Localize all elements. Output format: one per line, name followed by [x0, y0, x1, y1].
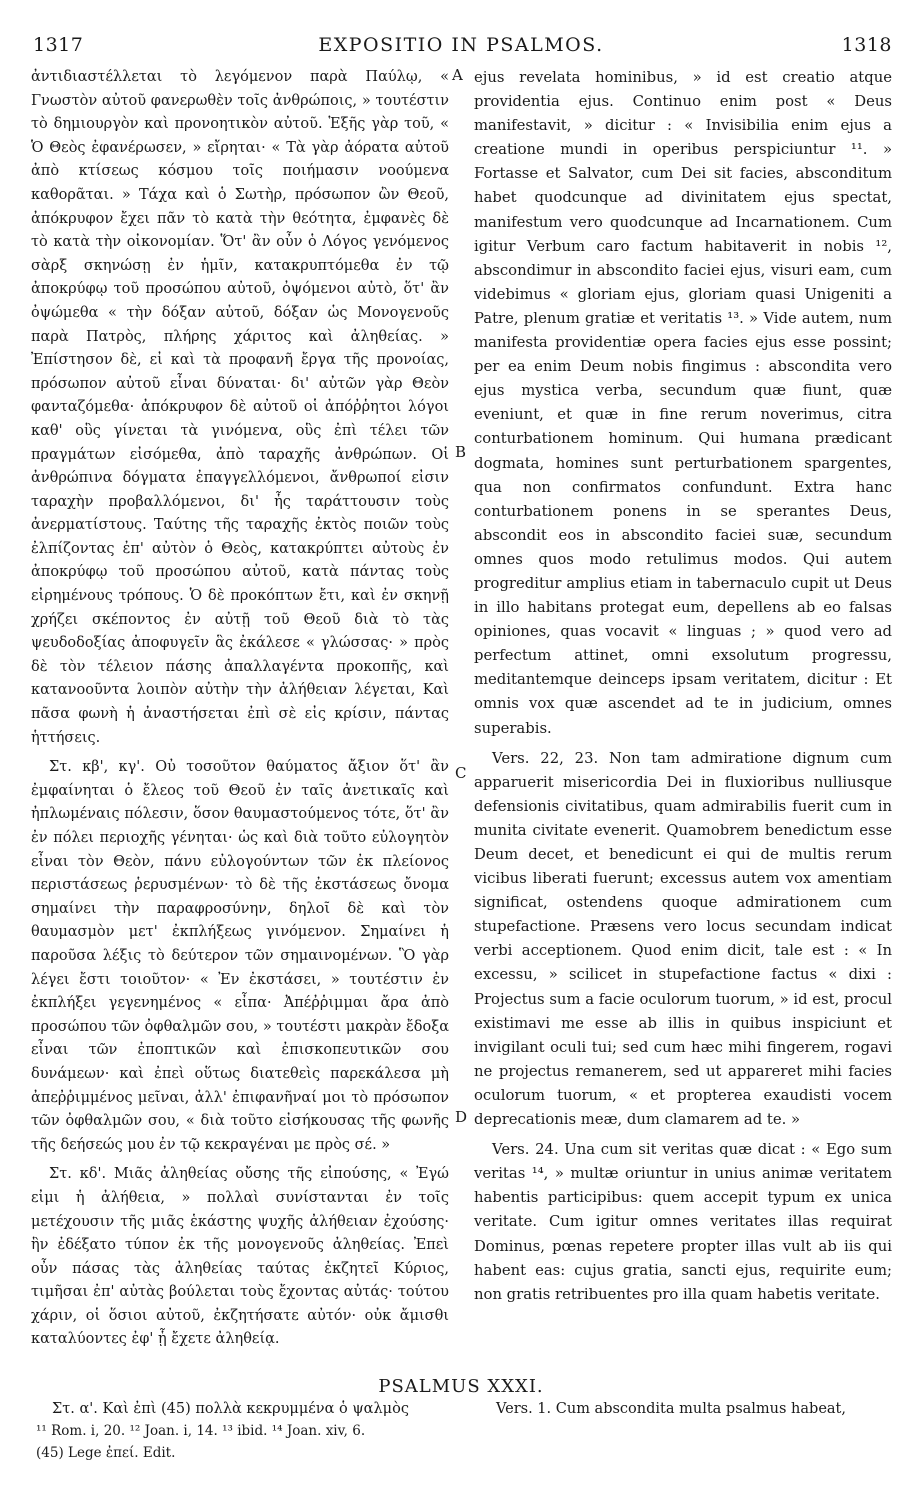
greek-paragraph-3: Στ. κδ'. Μιᾶς ἀληθείας οὔσης τῆς εἰπούσης, « Ἐγώ εἰμι ἡ ἀλήθεια, » πολλαὶ συνίστανται ἐν τοῖς μετέχουσιν τῆς μιᾶς ἑκάστης ψυχῆς ἀλήθειαν ἐχούσης· ἣν ἐδέξατο τύπον ἐκ τῆς μονογενοῦς ἀληθείας. Ἐπεὶ οὖν πάσας τὰς ἀληθείας ταύτας ἐκζητεῖ Κύριος, τιμῆσαι ἐπ' αὐτὰς βούλεται τοὺς ἔχοντας αὐτάς· τούτου χάριν, οἱ ὅσιοι αὐτοῦ, ἐκζητήσατε αὐτόν· οὐκ ἄμισθι καταλύοντες ἐφ' ᾗ ἔχετε ἀληθείᾳ. — [31, 1166, 449, 1348]
margin-letter-c: C — [455, 764, 467, 782]
page-number-right: 1318 — [841, 34, 892, 56]
latin-paragraph-2: Vers. 22, 23. Non tam admiratione dignum cum apparuerit misericordia Dei in fluxioribus nulliusque defensionis civitatibus, quam admirabilis fuerit cum in munita civitate evenerit. Quamobrem benedictum esse Deum decet, et benedicunt ei qui de multis rerum vicibus liberati fuerunt; excessus autem vox amentiam significat, ostendens quoque admirationem cum stupefactione. Præsens vero locus secundam indicat verbi acceptionem. Quod enim dicit, tale est : « In excessu, » scilicet in stupefactione factus « dixi : Projectus sum a facie oculorum tuorum, » id est, procul existimavi me esse ab illis in quibus inspiciunt et invigilant oculi tui; sed cum hæc mihi fingerem, rogavi ne projectus remanerem, sed ut appareret mihi facies oculorum tuorum, « et propterea exaudisti vocem deprecationis meæ, dum clamarem ad te. » — [474, 749, 893, 1129]
page-header — [0, 34, 922, 60]
page-number-left: 1317 — [33, 34, 84, 56]
footer-latin-line: Vers. 1. Cum abscondita multa psalmus habeat, — [496, 1401, 846, 1417]
running-title: EXPOSITIO IN PSALMOS. — [318, 34, 604, 56]
greek-column — [31, 66, 449, 1352]
margin-letter-b: B — [455, 443, 467, 461]
latin-column — [474, 66, 892, 1307]
footer-greek-line: Στ. α'. Καὶ ἐπὶ (45) πολλὰ κεκρυμμένα ὁ ψαλμὸς — [52, 1401, 409, 1417]
psalm-heading: PSALMUS XXXI. — [378, 1376, 544, 1397]
margin-letter-a: A — [452, 66, 463, 84]
latin-paragraph-3: Vers. 24. Una cum sit veritas quæ dicat : « Ego sum veritas ¹⁴, » multæ oriuntur in unius animæ veritatem habentis participibus: quem accepit typum ex unica veritate. Cum igitur omnes veritates illas requirat Dominus, pœnas repetere propter illas vult ab iis qui habent eas: cujus gratia, sancti ejus, requirite eum; non gratis retribuentes pro illa quam habetis veritate. — [474, 1141, 892, 1303]
margin-letter-d: D — [455, 1108, 468, 1126]
greek-paragraph-1: ἀντιδιαστέλλεται τὸ λεγόμενον παρὰ Παύλῳ, « Γνωστὸν αὐτοῦ φανερωθὲν τοῖς ἀνθρώποις, » τουτέστιν τὸ δημιουργὸν καὶ προνοητικὸν αὐτοῦ. Ἑξῆς γὰρ τοῦ, « Ὁ Θεὸς ἐφανέρωσεν, » εἴρηται· « Τὰ γὰρ ἀόρατα αὐτοῦ ἀπὸ κτίσεως κόσμου τοῖς ποιήμασιν νοούμενα καθορᾶται. » Τάχα καὶ ὁ Σωτὴρ, πρόσωπον ὢν Θεοῦ, ἀπόκρυφον ἔχει πᾶν τὸ κατὰ τὴν θεότητα, ἐμφανὲς δὲ τὸ κατὰ τὴν οἰκονομίαν. Ὅτ' ἂν οὖν ὁ Λόγος γενόμενος σὰρξ σκηνώσῃ ἐν ἡμῖν, κατακρυπτόμεθα ἐν τῷ ἀποκρύφῳ τοῦ προσώπου αὐτοῦ, ὀψόμενοι αὐτὸ, ὅτ' ἂν ὀψώμεθα « τὴν δόξαν αὐτοῦ, δόξαν ὡς Μονογενοῦς παρὰ Πατρὸς, πλήρης χάριτος καὶ ἀληθείας. » Ἐπίστησον δὲ, εἰ καὶ τὰ προφανῆ ἔργα τῆς προνοίας, πρόσωπον αὐτοῦ εἶναι δύναται· δι' αὐτῶν γὰρ Θεὸν φανταζόμεθα· ἀπόκρυφον δὲ αὐτοῦ οἱ ἀπόῤῥητοι λόγοι καθ' οὓς γίνεται τὰ γινόμενα, οὓς ἐπὶ τέλει τῶν πραγμάτων εἰσόμεθα, ἀπὸ ταραχῆς ἀνθρώπων. Οἱ ἀνθρώπινα δόγματα ἐπαγγελλόμενοι, ἄνθρωποί εἰσιν ταραχὴν προβαλλόμενοι, δι' ἧς ταράττουσιν τοὺς ἀνερματίστους. Ταύτης τῆς ταραχῆς ἐκτὸς ποιῶν τοὺς ἐλπίζοντας ἐπ' αὐτὸν ὁ Θεὸς, κατακρύπτει αὐτοὺς ἐν ἀποκρύφῳ τοῦ προσώπου αὐτοῦ, κατὰ πάντας τοὺς εἰρημένους τρόπους. Ὁ δὲ προκόπτων ἔτι, καὶ ἐν σκηνῇ χρήζει σκέποντος ἐν αὐτῇ τοῦ Θεοῦ διὰ τὸ τὰς ψευδοδοξίας ἀποφυγεῖν ἃς ἐκάλεσε « γλώσσας· » πρὸς δὲ τὸν τέλειον πάσης ἀπαλλαγέντα προκοπῆς, καὶ κατανοοῦντα λοιπὸν αὐτὴν τὴν ἀλήθειαν λέγεται, Καὶ πᾶσα φωνὴ ἡ ἀναστήσεται ἐπὶ σὲ εἰς κρίσιν, πάντας ἡττήσεις. — [31, 69, 449, 746]
footnote-references: ¹¹ Rom. i, 20. ¹² Joan. i, 14. ¹³ ibid. ¹⁴ Joan. xiv, 6. — [36, 1423, 366, 1439]
greek-paragraph-2: Στ. κβ', κγ'. Οὐ τοσοῦτον θαύματος ἄξιον ὅτ' ἂν ἐμφαίνηται ὁ ἔλεος τοῦ Θεοῦ ἐν ταῖς ἀνετικαῖς καὶ ἠπλωμέναις πόλεσιν, ὅσον θαυμαστούμενος τότε, ὅτ' ἂν ἐν πόλει περιοχῆς γένηται· ὡς καὶ διὰ τοῦτο εὐλογητὸν εἶναι τὸν Θεὸν, πάνυ εὐλογούντων τῶν ἐκ πλείονος περιστάσεως ῥερυσμένων· τὸ δὲ τῆς ἐκστάσεως ὄνομα σημαίνει τὴν παραφροσύνην, δηλοῖ δὲ καὶ τὸν θαυμασμὸν μετ' ἐκπλήξεως γινόμενον. Σημαίνει ἡ παροῦσα λέξις τὸ δεύτερον τῶν σημαινομένων. Ὃ γὰρ λέγει ἔστι τοιοῦτον· « Ἐν ἐκστάσει, » τουτέστιν ἐν ἐκπλήξει γεγενημένος « εἶπα· Ἀπέῤῥιμμαι ἄρα ἀπὸ προσώπου τῶν ὀφθαλμῶν σου, » τουτέστι μακρὰν ἔδοξα εἶναι τῶν ἐποπτικῶν καὶ ἐπισκοπευτικῶν σου δυνάμεων· καὶ ἐπεὶ οὕτως διατεθεὶς παρεκάλεσα μὴ ἀπεῤῥιμμένος μεῖναι, ἀλλ' ἐπιφανῆναί μοι τὸ πρόσωπον τῶν ὀφθαλμῶν σου, « διὰ τοῦτο εἰσήκουσας τῆς φωνῆς τῆς δεήσεώς μου ἐν τῷ κεκραγέναι με πρὸς σέ. » — [31, 759, 449, 1153]
latin-paragraph-1: ejus revelata hominibus, » id est creatio atque providentia ejus. Continuo enim post « Deus manifestavit, » dicitur : « Invisibilia enim ejus a creatione mundi in operibus perspiciuntur ¹¹. » Fortasse et Salvator, cum Dei sit facies, absconditum habet quodcunque ad divinitatem ejus spectat, manifestum vero quodcunque ad Incarnationem. Cum igitur Verbum caro factum habitaverit in nobis ¹², abscondimur in abscondito faciei ejus, visuri eam, cum videbimus « gloriam ejus, gloriam quasi Unigeniti a Patre, plenum gratiæ et veritatis ¹³. » Vide autem, num manifesta providentiæ opera facies ejus esse possint; per ea enim Deum nobis fingimus : abscondita vero ejus mystica verba, secundum quæ fiunt, quæ eveniunt, et quæ in fine rerum noverimus, citra conturbationem hominum. Qui humana prædicant dogmata, homines sunt perturbationem spargentes, qua non confirmatos confundunt. Extra hanc conturbationem ponens in se sperantes Deus, abscondit eos in abscondito faciei suæ, secundum omnes quos modo retulimus modos. Qui autem progreditur amplius etiam in tabernaculo cupit ut Deus in illo habitans protegat eum, depellens ab eo falsas opiniones, quas vocavit « linguas ; » quod vero ad perfectum attinet, omni exsolutum progressu, meditantemque deinceps ipsam veritatem, dicitur : Et omnis vox quæ ascendet ad te in judicium, omnes superabis. — [474, 69, 892, 737]
editor-note: (45) Lege ἐπεί. Edit. — [36, 1445, 176, 1461]
